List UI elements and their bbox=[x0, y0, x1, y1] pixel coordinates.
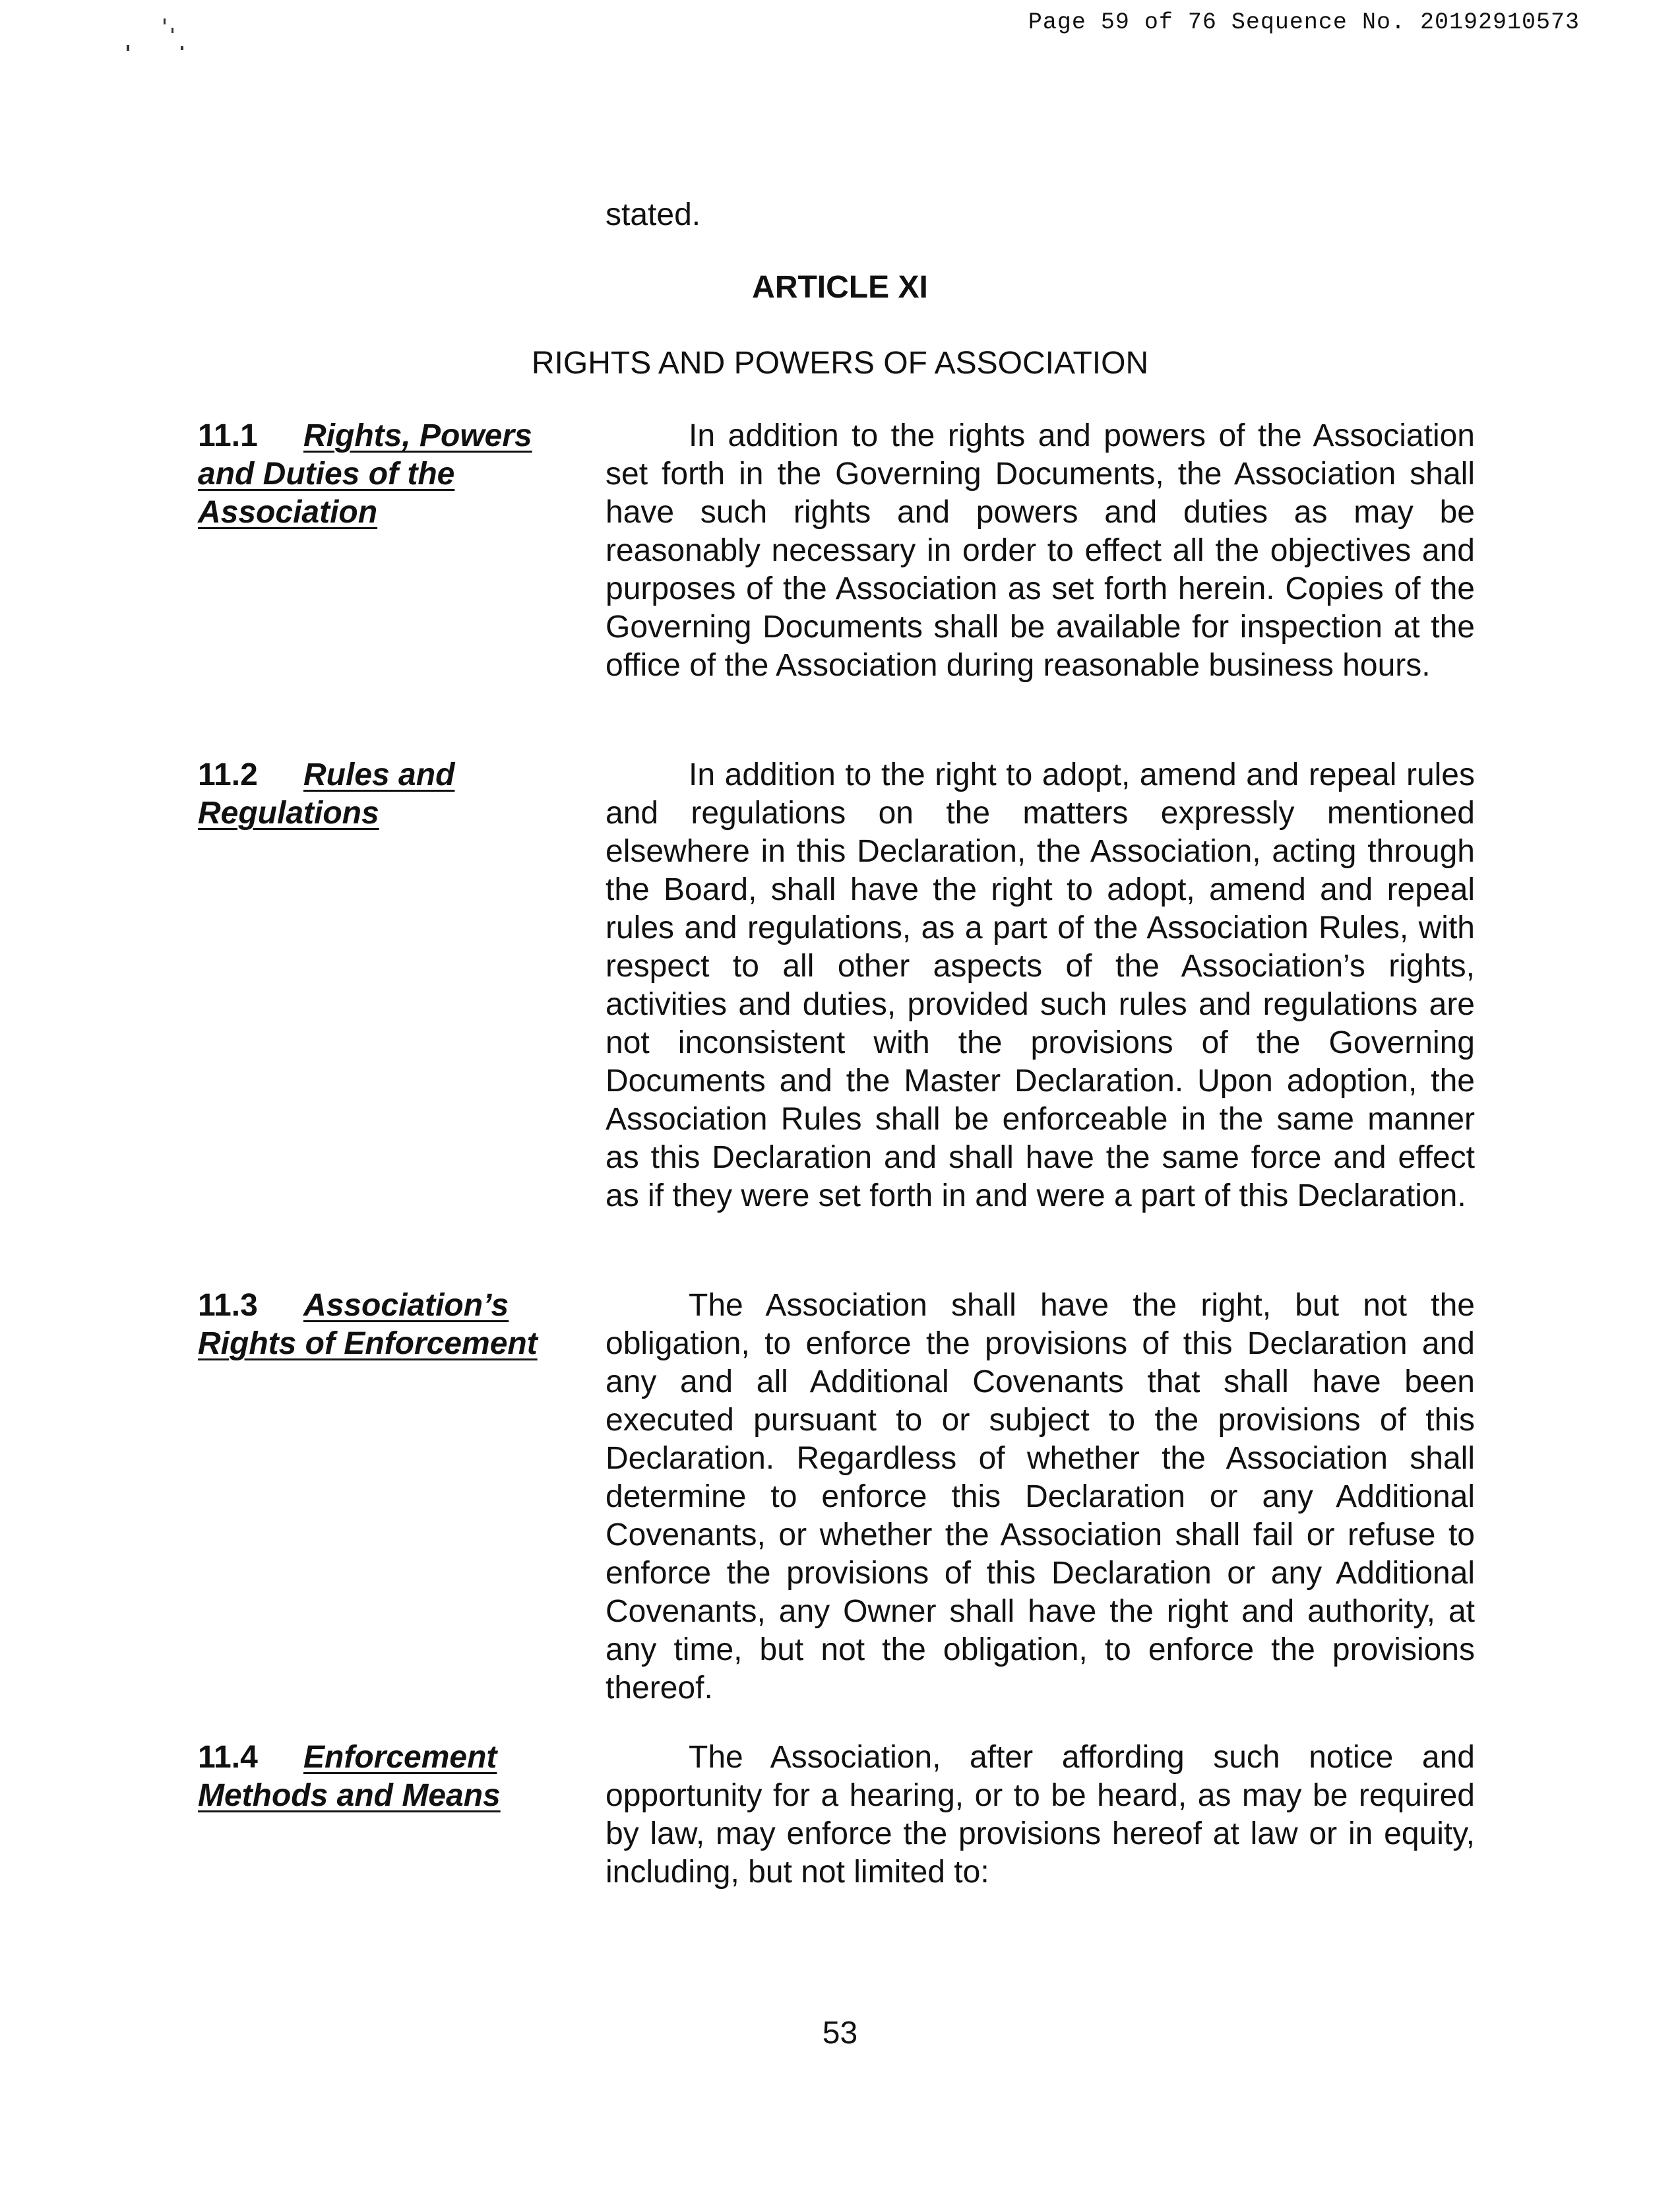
section-number: 11.1 bbox=[198, 418, 258, 453]
continuation-text: stated. bbox=[606, 197, 701, 232]
section-number: 11.3 bbox=[198, 1288, 258, 1323]
section-title: Association’s Rights of Enforcement bbox=[198, 1288, 538, 1361]
scan-specks bbox=[119, 13, 237, 59]
section-body: In addition to the rights and powers of the Association set forth in the Governing Documents, the Association shall have such rights and powers and duties as may be reasonably necessary in order to effect all the objectives and purposes of the Association as set forth herein. Copies of the Governing Documents shall be available for inspection at the office of the Association during reasonable business hours. bbox=[606, 418, 1475, 683]
section-body: The Association, after affording such notice and opportunity for a hearing, or to be heard, as may be required by law, may enforce the provisions hereof at law or in equity, including, but not limited to: bbox=[606, 1740, 1475, 1890]
section-body: In addition to the right to adopt, amend and repeal rules and regulations on the matters expressly mentioned elsewhere in this Declaration, the Association, acting through the Board, shall have the right to adopt, amend and repeal rules and regulations, as a part of the Association Rules, with respect to all other aspects of the Association’s rights, activities and duties, provided such rules and regulations are not inconsistent with the provisions of the Governing Documents and the Master Declaration. Upon adoption, the Association Rules shall be enforceable in the same manner as this Declaration and shall have the same force and effect as if they were set forth in and were a part of this Declaration. bbox=[606, 757, 1475, 1213]
section-title: Rights, Powers and Duties of the Association bbox=[198, 418, 532, 530]
section-number: 11.4 bbox=[198, 1740, 258, 1775]
section-heading bbox=[198, 1738, 564, 1815]
section-heading bbox=[198, 756, 564, 833]
page-header-sequence: Page 59 of 76 Sequence No. 20192910573 bbox=[1028, 9, 1580, 36]
page-number: 53 bbox=[822, 2016, 858, 2051]
section-number: 11.2 bbox=[198, 757, 258, 792]
section-body: The Association shall have the right, but not the obligation, to enforce the provisions of this Declaration and any and all Additional Covenants that shall have been executed pursuant to or subject to the provisions of this Declaration. Regardless of whether the Association shall determine to enforce this Declaration or any Additional Covenants, or whether the Association shall fail or refuse to enforce the provisions of this Declaration or any Additional Covenants, any Owner shall have the right and authority, at any time, but not the obligation, to enforce the provisions thereof. bbox=[606, 1288, 1475, 1706]
article-subtitle: RIGHTS AND POWERS OF ASSOCIATION bbox=[531, 346, 1149, 381]
section-heading bbox=[198, 417, 564, 532]
section-title: Enforcement Methods and Means bbox=[198, 1740, 501, 1813]
section-heading bbox=[198, 1287, 564, 1363]
article-title: ARTICLE XI bbox=[752, 270, 928, 305]
section-title: Rules and Regulations bbox=[198, 757, 455, 831]
